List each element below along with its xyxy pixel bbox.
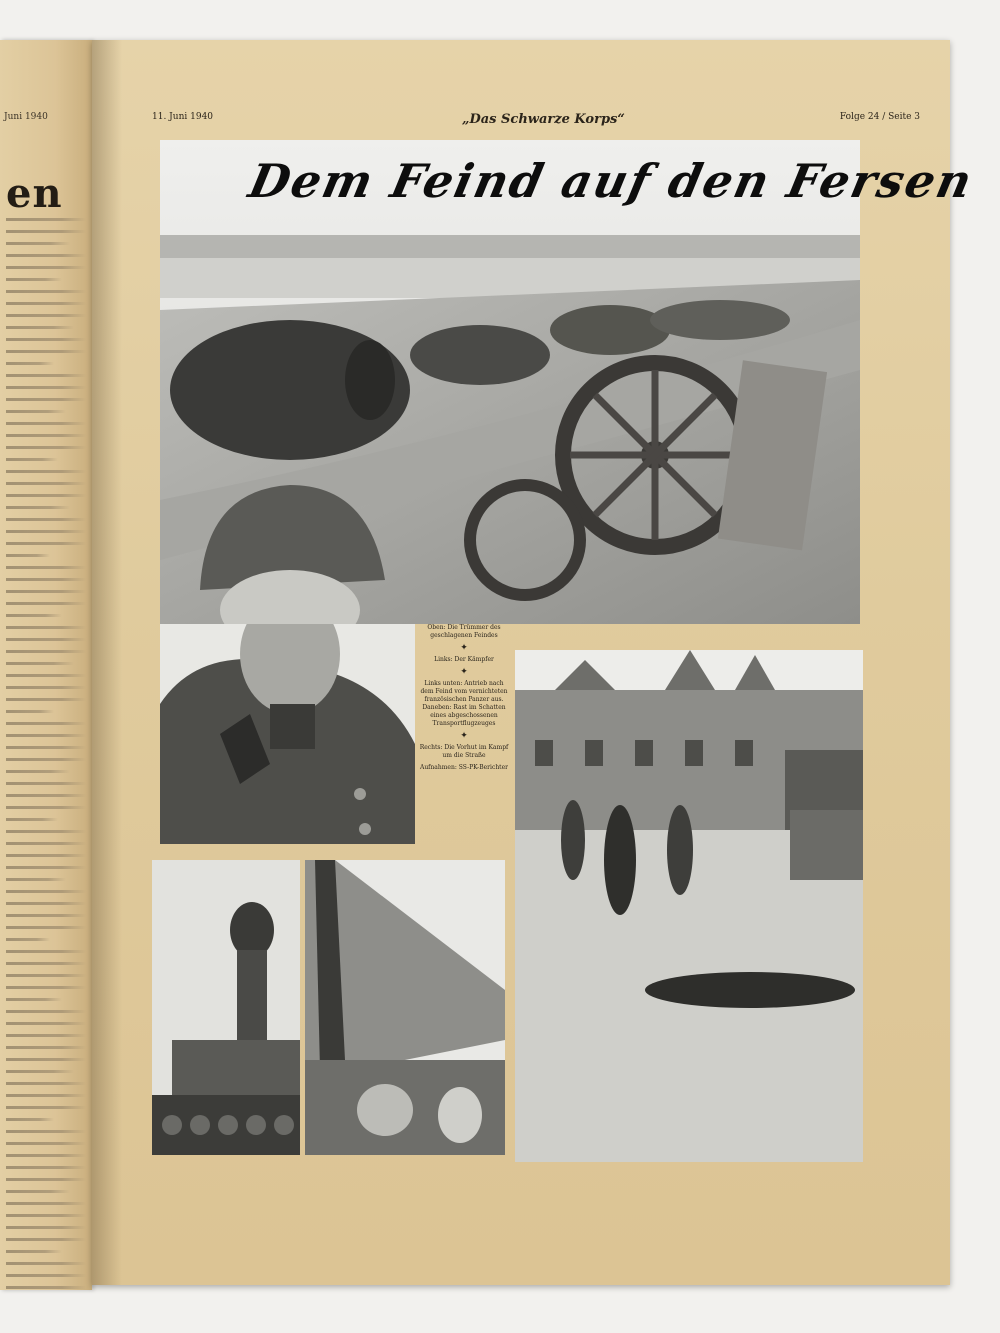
page-date: 11. Juni 1940 [152,112,214,122]
newspaper-title: „Das Schwarze Korps“ [462,112,625,127]
page-fold [92,40,122,1285]
photo-soldier-portrait [160,624,415,844]
photo-destroyed-convoy [160,140,860,624]
separator-icon: ✦ [460,667,468,677]
separator-icon: ✦ [460,643,468,653]
issue-page-number: Folge 24 / Seite 3 [839,112,920,122]
photo-aircraft-wreck [305,860,505,1155]
photo-captions [418,624,510,776]
left-page-heading: en [6,170,63,217]
caption-top: Oben: Die Trümmer des geschlagenen Feindes [427,624,501,639]
left-page [0,40,92,1290]
caption-bottom-left: Links unten: Antrieb nach dem Feind vom vernichteten französischen Panzer aus. Daneben: Rast im Schatten eines abgeschossenen Transportflugzeuges [420,680,508,727]
photo-street-advance [515,650,863,1162]
headline: Dem Feind auf den Fersen [244,154,979,208]
caption-left: Links: Der Kämpfer [434,656,494,663]
separator-icon: ✦ [460,731,468,741]
photo-credit: Aufnahmen: SS-PK-Berichter [419,764,509,771]
photo-tank-observer [152,860,300,1155]
left-page-date: Juni 1940 [4,112,48,122]
caption-right: Rechts: Die Vorhut im Kampf um die Straße [419,744,509,759]
left-page-text-column [6,218,86,1290]
